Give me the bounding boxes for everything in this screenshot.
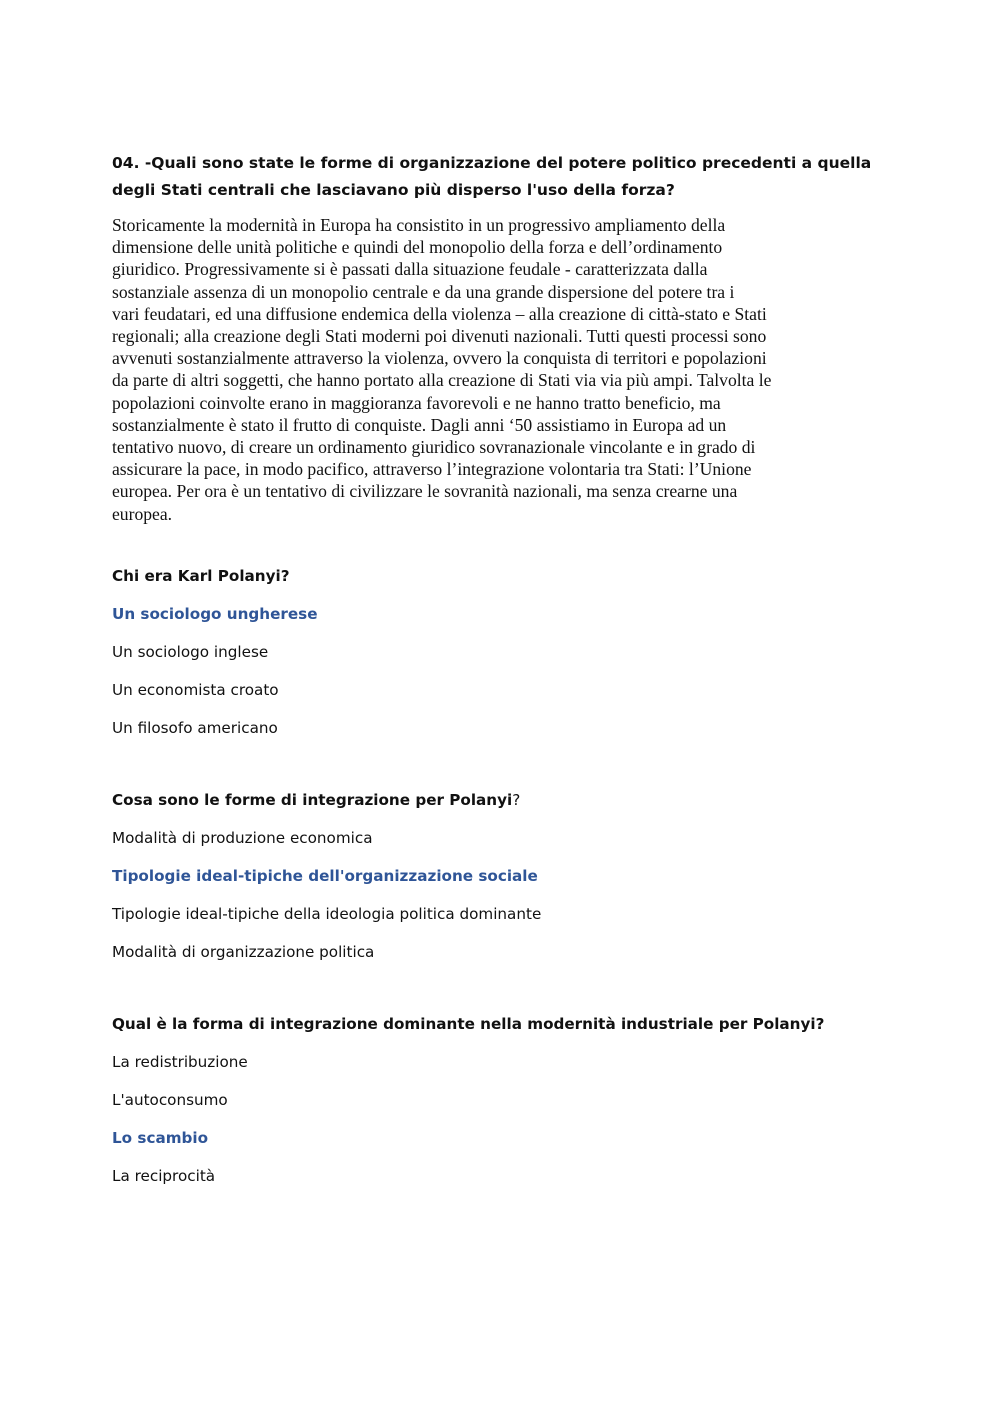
answer-line: tentativo nuovo, di creare un ordinamento giuridico sovranazionale vincolante e in grado di: [112, 437, 756, 458]
mcq-option: L'autoconsumo: [112, 1090, 228, 1109]
question-text: Chi era Karl Polanyi?: [112, 566, 290, 585]
mcq-question-block: [112, 789, 902, 963]
mcq-option: Un economista croato: [112, 680, 279, 699]
answer-line: Storicamente la modernità in Europa ha consistito in un progressivo ampliamento della: [112, 215, 726, 235]
mcq-question: [112, 1013, 902, 1035]
mcq-option: La redistribuzione: [112, 1052, 248, 1071]
answer-line: da parte di altri soggetti, che hanno portato alla creazione di Stati via via più ampi. Talvolta le: [112, 370, 772, 391]
question-tail: ?: [512, 790, 521, 809]
document-page: [112, 150, 902, 1203]
mcq-option: La reciprocità: [112, 1166, 216, 1185]
mcq-option: Modalità di organizzazione politica: [112, 942, 375, 961]
mcq-option-correct: Lo scambio: [112, 1128, 209, 1147]
mcq-question-block: [112, 1013, 902, 1187]
mcq-option: Un filosofo americano: [112, 718, 278, 737]
mcq-question: [112, 565, 902, 587]
answer-line: vari feudatari, ed una diffusione endemica della violenza – alla creazione di città-stato e Stati: [112, 303, 767, 324]
mcq-option: Tipologie ideal-tipiche della ideologia politica dominante: [112, 904, 542, 923]
answer-line: regionali; alla creazione degli Stati moderni poi divenuti nazionali. Tutti questi processi sono: [112, 326, 767, 347]
mcq-option-correct: Un sociologo ungherese: [112, 604, 318, 623]
open-question-answer: [112, 214, 902, 525]
question-text: Cosa sono le forme di integrazione per Polanyi: [112, 790, 513, 809]
mcq-question: [112, 789, 902, 811]
answer-line: dimensione delle unità politiche e quindi del monopolio della forza e dell’ordinamento: [112, 237, 723, 258]
mcq-question-block: [112, 565, 902, 739]
mcq-option: Un sociologo inglese: [112, 642, 269, 661]
answer-line: giuridico. Progressivamente si è passati dalla situazione feudale - caratterizzata dalla: [112, 259, 708, 280]
mcq-option-correct: Tipologie ideal-tipiche dell'organizzazione sociale: [112, 866, 538, 885]
question-text: Qual è la forma di integrazione dominante nella modernità industriale per Polanyi?: [112, 1014, 825, 1033]
answer-line: assicurare la pace, in modo pacifico, attraverso l’integrazione volontaria tra Stati: l’Unione: [112, 459, 752, 480]
answer-line: europea.: [112, 503, 173, 524]
answer-line: sostanziale assenza di un monopolio centrale e da una grande dispersione del potere tra i: [112, 281, 735, 302]
answer-line: europea. Per ora è un tentativo di civilizzare le sovranità nazionali, ma senza crearne una: [112, 481, 738, 502]
answer-line: avvenuti sostanzialmente attraverso la violenza, ovvero la conquista di territori e popolazioni: [112, 348, 767, 369]
answer-line: popolazioni coinvolte erano in maggioranza favorevoli e ne hanno tratto beneficio, ma: [112, 392, 721, 413]
mcq-option: Modalità di produzione economica: [112, 828, 373, 847]
answer-line: sostanzialmente è stato il frutto di conquiste. Dagli anni ‘50 assistiamo in Europa ad un: [112, 414, 727, 435]
open-question-title: 04. -Quali sono state le forme di organizzazione del potere politico precedenti a quella degli Stati centrali che lasciavano più disperso l'uso della forza?: [112, 154, 872, 199]
